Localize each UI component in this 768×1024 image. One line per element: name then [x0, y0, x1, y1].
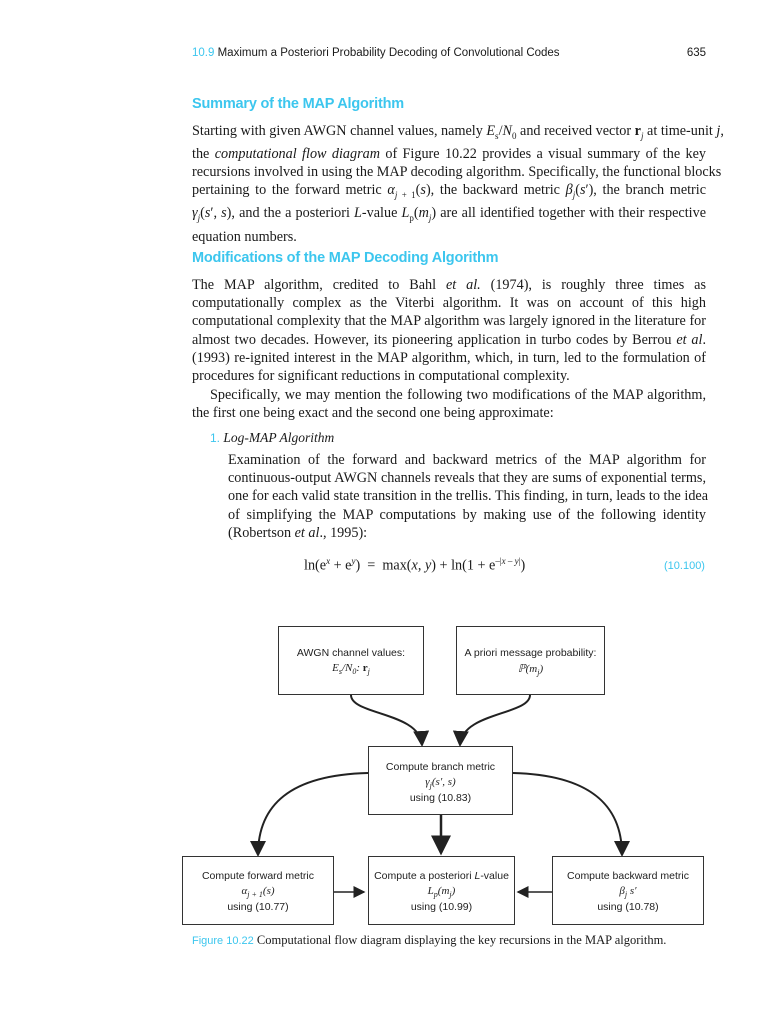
- item-line-1: Examination of the forward and backward metrics of the MAP algorithm for: [228, 452, 706, 468]
- mod-line-2: computationally complex as the Viterbi algorithm. It was on account of this high: [192, 295, 706, 312]
- summary-line-3: recursions involved in using the MAP decoding algorithm. Specifically, the functional blocks: [192, 164, 722, 181]
- summary-line-5: $\gamma_j(s'$, s), and the a posteriori L-value $L_p(m_j)$ are all identified together with their respective: [192, 205, 707, 224]
- log-map-title: Log-MAP Algorithm: [223, 430, 335, 445]
- summary-line-4: pertaining to the forward metric $\alpha_{j + 1}(s)$, the backward metric $\beta_j(s')$, the branch metric: [192, 182, 707, 201]
- summary-heading: Summary of the MAP Algorithm: [192, 96, 404, 112]
- mod-line-3: computational complexity that the MAP algorithm was largely ignored in the literature for: [192, 313, 706, 330]
- box-awgn-channel-values: AWGN channel values: $E_s/N_0$: $r_j$: [278, 626, 424, 695]
- arrow-awgn-to-branch: [351, 695, 422, 745]
- figure-caption: [192, 933, 666, 948]
- box-branch-metric: Compute branch metric $\gamma_j(s'$, s) using (10.83): [368, 746, 513, 815]
- arrow-branch-to-backward: [513, 773, 622, 855]
- item-line-5: (Robertson et al., 1995):: [228, 524, 368, 541]
- modifications-heading: Modifications of the MAP Decoding Algorithm: [192, 250, 499, 266]
- figure-caption-label: Figure 10.22: [192, 935, 254, 947]
- list-item-number: 1.: [210, 431, 221, 445]
- box-a-posteriori-l-value: Compute a posteriori L-value $L_p(m_j)$ using (10.99): [368, 856, 515, 925]
- arrow-apriori-to-branch: [460, 695, 530, 745]
- mod-line-5: (1993) re-ignited interest in the MAP algorithm, which, in turn, led to the formulation of: [192, 349, 706, 366]
- mod2-line-2: the first one being exact and the second one being approximate:: [192, 405, 554, 422]
- section-number: 10.9: [192, 47, 215, 59]
- mod-line-4: almost two decades. However, its pioneering application in turbo codes by Berrou et al.: [192, 331, 707, 348]
- equation-10-100: $\ln(e^x + e^y) = \max(x$, $y) + \ln(1 + e^{-|x - y|})$: [304, 556, 526, 574]
- summary-line-6: equation numbers.: [192, 228, 297, 245]
- mod2-line-1: Specifically, we may mention the following two modifications of the MAP algorithm,: [210, 387, 706, 403]
- box-forward-metric: Compute forward metric $\alpha_{j + 1}(s)$ using (10.77): [182, 856, 334, 925]
- box-a-priori-probability: A priori message probability: $ℙ(m_j)$: [456, 626, 605, 695]
- page-number: 635: [686, 47, 706, 59]
- item-line-3: one for each valid state transition in the trellis. This finding, in turn, leads to the idea: [228, 488, 709, 505]
- section-title: Maximum a Posteriori Probability Decoding of Convolutional Codes: [217, 47, 560, 59]
- summary-line-2: the computational flow diagram of Figure 10.22 provides a visual summary of the key: [192, 146, 706, 163]
- arrow-branch-to-forward: [258, 773, 368, 855]
- equation-number: (10.100): [664, 560, 705, 572]
- box-backward-metric: Compute backward metric $\beta_j$ s′ using (10.78): [552, 856, 704, 925]
- figure-caption-text: Computational flow diagram displaying the key recursions in the MAP algorithm.: [256, 933, 667, 947]
- item-line-2: continuous-output AWGN channels reveals that they are sums of exponential terms,: [228, 470, 706, 487]
- mod-line-1: The MAP algorithm, credited to Bahl et al. (1974), is roughly three times as: [192, 277, 706, 293]
- item-line-4: of simplifying the MAP computations by making use of the following identity: [228, 506, 706, 523]
- mod-line-6: procedures for significant reductions in computational complexity.: [192, 368, 570, 385]
- summary-line-1: Starting with given AWGN channel values, namely $E_s/N_0$ and received vector $r_j$ at time-unit j,: [192, 123, 724, 141]
